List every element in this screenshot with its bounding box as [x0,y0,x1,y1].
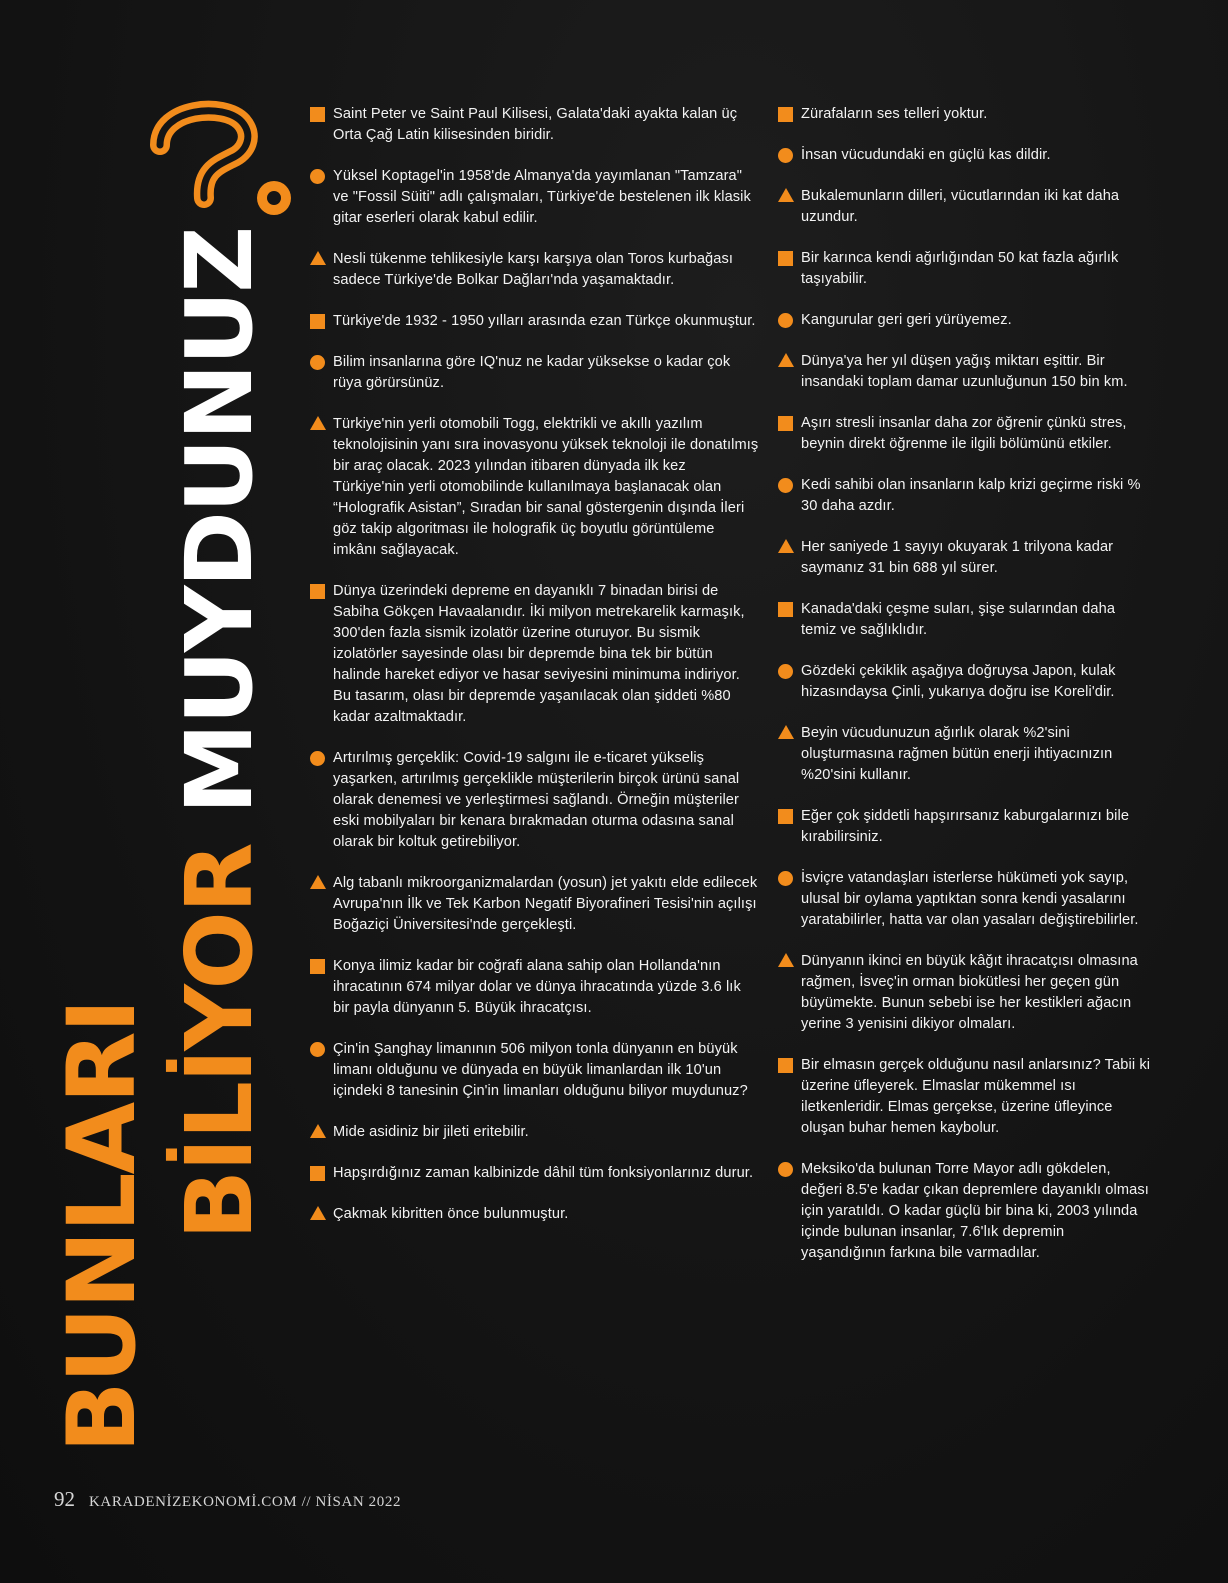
triangle-bullet-icon [310,416,326,430]
fact-item [778,104,1153,125]
triangle-bullet-icon [778,725,794,739]
circle-bullet-icon [778,664,793,679]
fact-item [310,352,760,394]
fact-item [310,1039,760,1102]
square-bullet-icon [778,602,793,617]
triangle-bullet-icon [778,953,794,967]
circle-bullet-icon [310,751,325,766]
fact-text: Bilim insanlarına göre IQ'nuz ne kadar yüksekse o kadar çok rüya görürsünüz. [333,354,731,391]
fact-item [310,311,760,332]
fact-text: Çin'in Şanghay limanının 506 milyon tonla dünyanın en büyük limanı olduğunu ve dünyada en büyük limanlardan ilk 10'un içindeki 8 tanesinin Çin'in limanları olduğunu biliyor muydunuz? [333,1041,748,1099]
facts-column-left [310,104,760,1245]
fact-text: Mide asidiniz bir jileti eritebilir. [333,1124,529,1140]
fact-item [310,873,760,936]
fact-item [778,145,1153,166]
fact-text: Eğer çok şiddetli hapşırırsanız kaburgalarınızı bile kırabilirsiniz. [801,808,1130,845]
fact-item [778,599,1153,641]
fact-item [310,1122,760,1143]
page-number: 92 [54,1487,75,1511]
page-footer [54,1487,401,1512]
fact-item [778,806,1153,848]
triangle-bullet-icon [778,539,794,553]
fact-text: Konya ilimiz kadar bir coğrafi alana sahip olan Hollanda'nın ihracatının 674 milyar dolar ve dünya ihracatında yüzde 3.6 lık bir payla dünyanın 5. Büyük ihracatçısı. [333,958,741,1016]
fact-item [310,1204,760,1225]
fact-text: Meksiko'da bulunan Torre Mayor adlı gökdelen, değeri 8.5'e kadar çıkan depremlere dayanıklı olması için yaratıldı. O kadar güçlü bir bina ki, 2003 yılında içinde bulunan insanlar, 7.6'lık depremin yaşandığının farkına bile varmadılar. [801,1161,1149,1261]
fact-item [310,249,760,291]
fact-text: Yüksel Koptagel'in 1958'de Almanya'da yayımlanan "Tamzara" ve "Fossil Süiti" adlı çalışmaları, Türkiye'de bestelenen ilk klasik gitar eserleri olarak kabul edilir. [333,168,751,226]
circle-bullet-icon [778,313,793,328]
circle-bullet-icon [310,355,325,370]
fact-text: Bir karınca kendi ağırlığından 50 kat fazla ağırlık taşıyabilir. [801,250,1119,287]
fact-item [310,166,760,229]
fact-text: Dünyanın ikinci en büyük kâğıt ihracatçısı olmasına rağmen, İsveç'in orman biokütlesi her geçen gün büyümekte. Bunun sebebi ise her kestikleri ağacın yerine 3 yenisini dikiyor olmaları. [801,953,1138,1032]
square-bullet-icon [778,251,793,266]
circle-bullet-icon [310,169,325,184]
square-bullet-icon [310,107,325,122]
fact-text: Alg tabanlı mikroorganizmalardan (yosun) jet yakıtı elde edilecek Avrupa'nın İlk ve Tek Karbon Negatif Biyorafineri Tesisi'nin açılışı Boğaziçi Üniversitesi'nde gerçekleşti. [333,875,758,933]
fact-text: İsviçre vatandaşları isterlerse hükümeti yok sayıp, ulusal bir oylama yaptıktan sonra kendi yasalarını yaratabilirler, hatta var olan yasaları değiştirebilirler. [801,870,1139,928]
fact-text: Aşırı stresli insanlar daha zor öğrenir çünkü stres, beynin direkt öğrenme ile ilgili bölümünü etkiler. [801,415,1127,452]
fact-text: Nesli tükenme tehlikesiyle karşı karşıya olan Toros kurbağası sadece Türkiye'de Bolkar Dağları'nda yaşamaktadır. [333,251,734,288]
title-word-biliyor: BİLİYOR [166,844,273,1240]
fact-text: Bukalemunların dilleri, vücutlarından iki kat daha uzundur. [801,188,1120,225]
fact-item [778,248,1153,290]
square-bullet-icon [310,959,325,974]
circle-bullet-icon [778,148,793,163]
fact-item [778,1159,1153,1264]
footer-text: KARADENİZEKONOMİ.COM // NİSAN 2022 [89,1494,402,1510]
fact-item [310,956,760,1019]
title-line-1: BUNLARI [48,1000,157,1453]
circle-bullet-icon [778,478,793,493]
square-bullet-icon [778,416,793,431]
fact-item [778,1055,1153,1139]
fact-text: Kangurular geri geri yürüyemez. [801,312,1012,328]
fact-text: Türkiye'nin yerli otomobili Togg, elektrikli ve akıllı yazılım teknolojisinin yanı sıra inovasyonu yüksek teknoloji ile donatılmış bir araç olacak. 2023 yılından itibaren dünyada ilk kez Türkiye'nin yerli otomobilinde kullanılmaya başlanacak olan “Holografik Asistan”, Sıradan bir sanal göstergenin dışında İleri göz takip algoritması ile holografik üç boyutlu görüntüleme imkânı sağlayacak. [333,416,759,558]
fact-text: Artırılmış gerçeklik: Covid-19 salgını ile e-ticaret yükseliş yaşarken, artırılmış gerçeklikle müşterilerin birçok ürünü sanal olarak denemesi ve yerleştirmesi sağlandı. Örneğin müşteriler eski mobilyaları bir kenara bırakmadan oturma odasına sanal olarak bir koltuk getirebiliyor. [333,750,740,850]
fact-item [778,951,1153,1035]
fact-text: Gözdeki çekiklik aşağıya doğruysa Japon, kulak hizasındaysa Çinli, yukarıya doğru ise Koreli'dir. [801,663,1116,700]
fact-item [778,413,1153,455]
fact-item [310,581,760,728]
fact-item [310,414,760,561]
fact-item [778,537,1153,579]
circle-bullet-icon [778,871,793,886]
square-bullet-icon [778,107,793,122]
square-bullet-icon [778,1058,793,1073]
fact-text: Beyin vücudunuzun ağırlık olarak %2'sini oluşturmasına rağmen bütün enerji ihtiyacınızın %20'sini kullanır. [801,725,1113,783]
fact-text: Dünya'ya her yıl düşen yağış miktarı eşittir. Bir insandaki toplam damar uzunluğunun 150 bin km. [801,353,1128,390]
fact-item [778,868,1153,931]
square-bullet-icon [310,584,325,599]
triangle-bullet-icon [310,1206,326,1220]
fact-item [778,723,1153,786]
fact-text: Her saniyede 1 sayıyı okuyarak 1 trilyona kadar saymanız 31 bin 688 yıl sürer. [801,539,1114,576]
fact-text: Çakmak kibritten önce bulunmuştur. [333,1206,569,1222]
fact-text: Dünya üzerindeki depreme en dayanıklı 7 binadan birisi de Sabiha Gökçen Havaalanıdır. İki milyon metrekarelik karmaşık, 300'den fazla sismik izolatör üzerine oturuyor. Bu sismik izolatörler sayesinde olası bir depremde bina tek bir bütün halinde hareket ediyor ve hasar seviyesini minimuma indiriyor. Bu tasarım, olası bir depremde yaşanılacak olan şiddeti %80 kadar azaltmaktadır. [333,583,745,725]
title-line-2 [166,228,273,1240]
fact-item [310,1163,760,1184]
fact-text: Saint Peter ve Saint Paul Kilisesi, Galata'daki ayakta kalan üç Orta Çağ Latin kilisesinden biridir. [333,106,738,143]
fact-item [778,661,1153,703]
square-bullet-icon [310,1166,325,1181]
fact-text: Türkiye'de 1932 - 1950 yılları arasında ezan Türkçe okunmuştur. [333,313,756,329]
question-mark-icon [146,100,296,230]
square-bullet-icon [310,314,325,329]
triangle-bullet-icon [310,1124,326,1138]
triangle-bullet-icon [310,251,326,265]
fact-item [778,310,1153,331]
fact-text: Hapşırdığınız zaman kalbinizde dâhil tüm fonksiyonlarınız durur. [333,1165,754,1181]
triangle-bullet-icon [778,353,794,367]
fact-text: Kanada'daki çeşme suları, şişe sularından daha temiz ve sağlıklıdır. [801,601,1116,638]
facts-column-right [778,104,1153,1284]
title-word-muydunuz: MUYDUNUZ [166,228,273,815]
triangle-bullet-icon [778,188,794,202]
circle-bullet-icon [310,1042,325,1057]
fact-item [310,748,760,853]
fact-text: Kedi sahibi olan insanların kalp krizi geçirme riski % 30 daha azdır. [801,477,1141,514]
fact-text: İnsan vücudundaki en güçlü kas dildir. [801,147,1051,163]
circle-bullet-icon [778,1162,793,1177]
triangle-bullet-icon [310,875,326,889]
fact-item [778,186,1153,228]
square-bullet-icon [778,809,793,824]
fact-text: Zürafaların ses telleri yoktur. [801,106,988,122]
fact-item [310,104,760,146]
fact-text: Bir elmasın gerçek olduğunu nasıl anlarsınız? Tabii ki üzerine üfleyerek. Elmaslar mükemmel ısı iletkenleridir. Elmas gerçekse, üzerine üfleyince oluşan buhar hemen kaybolur. [801,1057,1151,1136]
fact-item [778,351,1153,393]
fact-item [778,475,1153,517]
